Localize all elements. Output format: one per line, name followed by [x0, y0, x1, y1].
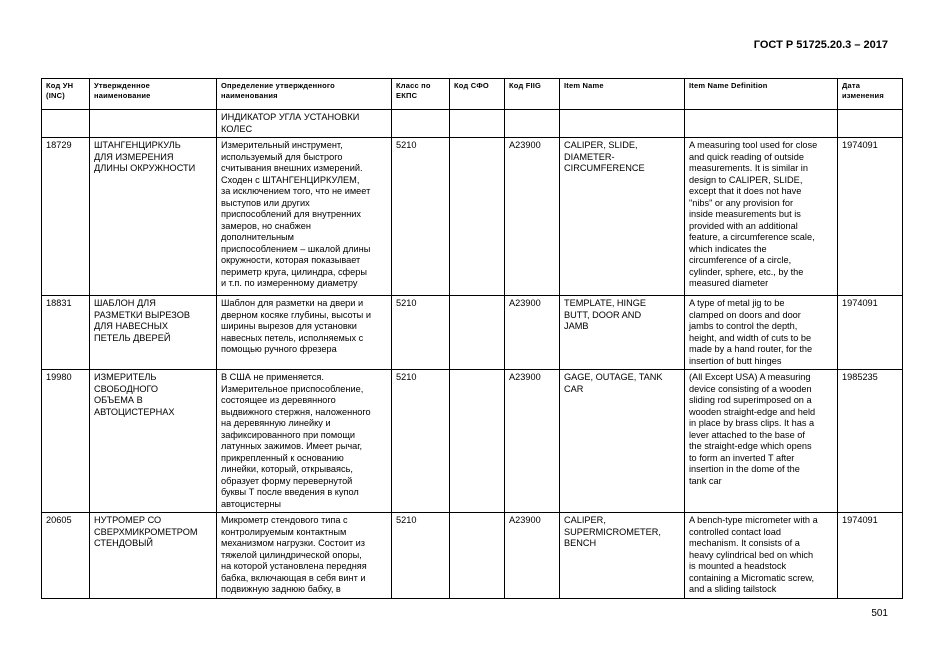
cell-item-name: GAGE, OUTAGE, TANK CAR — [560, 370, 685, 513]
col-header-definition: Определение утвержденного наименования — [217, 79, 392, 110]
col-header-change-date: Дата изменения — [838, 79, 903, 110]
cell-definition: Шаблон для разметки на двери и дверном косяке глубины, высоты и ширины вырезов для установки навесных петель, исполняемых с помощью ручного фрезера — [217, 296, 392, 370]
cell-inc: 20605 — [42, 513, 90, 599]
cell-approved-name: НУТРОМЕР СО СВЕРХМИКРОМЕТРОМ СТЕНДОВЫЙ — [90, 513, 217, 599]
cell-ekps-class — [392, 110, 450, 138]
cell-change-date — [838, 110, 903, 138]
col-header-inc: Код УН (INC) — [42, 79, 90, 110]
cell-inc: 18729 — [42, 138, 90, 296]
cell-sfo-code — [450, 110, 505, 138]
cell-change-date: 1974091 — [838, 138, 903, 296]
col-header-approved-name: Утвержденное наименование — [90, 79, 217, 110]
table-row — [42, 138, 903, 296]
cell-item-name: CALIPER, SLIDE, DIAMETER- CIRCUMFERENCE — [560, 138, 685, 296]
cell-definition: ИНДИКАТОР УГЛА УСТАНОВКИ КОЛЕС — [217, 110, 392, 138]
cell-ekps-class: 5210 — [392, 296, 450, 370]
header-row — [42, 79, 903, 110]
col-header-ekps-class: Класс по ЕКПС — [392, 79, 450, 110]
cell-item-definition: A measuring tool used for close and quick reading of outside measurements. It is similar in design to CALIPER, SLIDE, except that it does not have "nibs" or any provision for inside measurements but is provided with an additional feature, a circumference scale, which indicates the circumference of a circle, cylinder, sphere, etc., by the measured diameter — [685, 138, 838, 296]
nomenclature-table — [41, 78, 903, 599]
cell-sfo-code — [450, 370, 505, 513]
cell-approved-name — [90, 110, 217, 138]
cell-ekps-class: 5210 — [392, 513, 450, 599]
cell-fiig-code: А23900 — [505, 370, 560, 513]
page-number: 501 — [871, 608, 888, 619]
col-header-sfo-code: Код СФО — [450, 79, 505, 110]
cell-inc — [42, 110, 90, 138]
cell-sfo-code — [450, 138, 505, 296]
cell-ekps-class: 5210 — [392, 138, 450, 296]
table-row — [42, 110, 903, 138]
table-row — [42, 513, 903, 599]
cell-change-date: 1974091 — [838, 513, 903, 599]
col-header-fiig-code: Код FIIG — [505, 79, 560, 110]
cell-item-name — [560, 110, 685, 138]
cell-ekps-class: 5210 — [392, 370, 450, 513]
cell-definition: Измерительный инструмент, используемый для быстрого считывания внешних измерений. Сходен с ШТАНГЕНЦИРКУЛЕМ, за исключением того, что не имеет выступов или других приспособлений для внутренних замеров, но снабжен дополнительным приспособлением – шкалой длины окружности, которая показывает периметр круга, цилиндра, сферы и т.п. по измеренному диаметру — [217, 138, 392, 296]
cell-approved-name: ИЗМЕРИТЕЛЬ СВОБОДНОГО ОБЪЕМА В АВТОЦИСТЕРНАХ — [90, 370, 217, 513]
cell-fiig-code: А23900 — [505, 138, 560, 296]
cell-item-name: TEMPLATE, HINGE BUTT, DOOR AND JAMB — [560, 296, 685, 370]
cell-definition: В США не применяется. Измерительное приспособление, состоящее из деревянного выдвижного стержня, наложенного на деревянную линейку и зафиксированного при помощи латунных зажимов. Имеет рычаг, прикрепленный к основанию линейки, который, открываясь, образует форму перевернутой буквы Т после введения в купол автоцистерны — [217, 370, 392, 513]
cell-change-date: 1985235 — [838, 370, 903, 513]
cell-item-name: CALIPER, SUPERMICROMETER, BENCH — [560, 513, 685, 599]
col-header-item-definition: Item Name Definition — [685, 79, 838, 110]
cell-item-definition: A type of metal jig to be clamped on doors and door jambs to control the depth, height, and width of cuts to be made by a hand router, for the insertion of butt hinges — [685, 296, 838, 370]
cell-item-definition: A bench-type micrometer with a controlled contact load mechanism. It consists of a heavy cylindrical bed on which is mounted a headstock containing a Micromatic screw, and a sliding tailstock — [685, 513, 838, 599]
cell-fiig-code: А23900 — [505, 296, 560, 370]
cell-sfo-code — [450, 513, 505, 599]
cell-inc: 18831 — [42, 296, 90, 370]
cell-approved-name: ШТАНГЕНЦИРКУЛЬ ДЛЯ ИЗМЕРЕНИЯ ДЛИНЫ ОКРУЖНОСТИ — [90, 138, 217, 296]
cell-sfo-code — [450, 296, 505, 370]
cell-change-date: 1974091 — [838, 296, 903, 370]
cell-fiig-code: А23900 — [505, 513, 560, 599]
document-code: ГОСТ Р 51725.20.3 – 2017 — [753, 39, 888, 51]
cell-item-definition — [685, 110, 838, 138]
cell-definition: Микрометр стендового типа с контролируемым контактным механизмом нагрузки. Состоит из тяжелой цилиндрической опоры, на которой установлена передняя бабка, включающая в себя винт и подвижную заднюю бабку, в — [217, 513, 392, 599]
cell-item-definition: (All Except USA) A measuring device consisting of a wooden sliding rod superimposed on a wooden straight-edge and held in place by brass clips. It has a lever attached to the base of the straight-edge which opens to form an inverted T after insertion in the dome of the tank car — [685, 370, 838, 513]
cell-approved-name: ШАБЛОН ДЛЯ РАЗМЕТКИ ВЫРЕЗОВ ДЛЯ НАВЕСНЫХ ПЕТЕЛЬ ДВЕРЕЙ — [90, 296, 217, 370]
table-row — [42, 370, 903, 513]
table-row — [42, 296, 903, 370]
col-header-item-name: Item Name — [560, 79, 685, 110]
cell-inc: 19980 — [42, 370, 90, 513]
cell-fiig-code — [505, 110, 560, 138]
